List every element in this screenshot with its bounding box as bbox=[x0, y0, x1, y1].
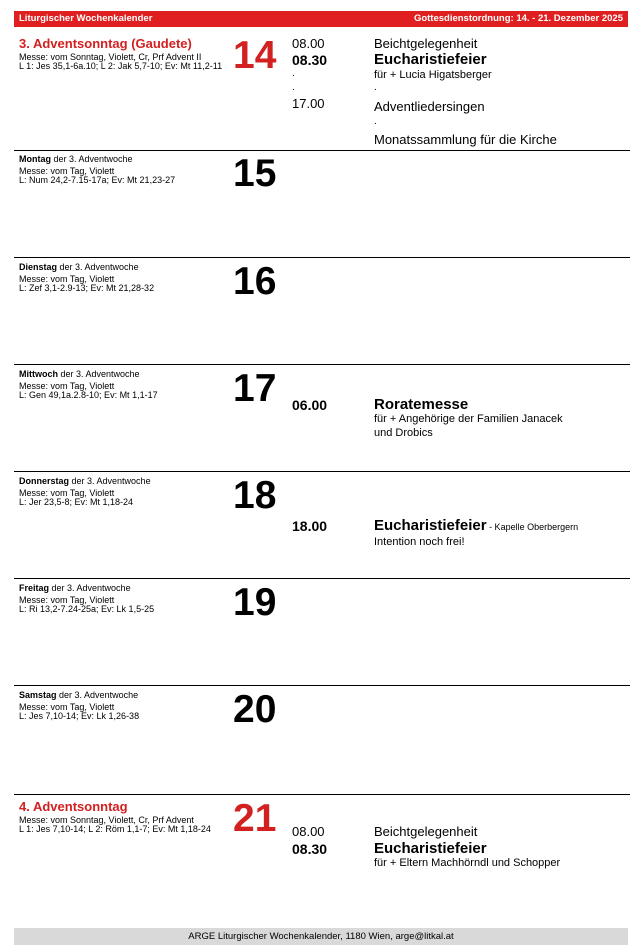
readings: L: Jer 23,5-8; Ev: Mt 1,18-24 bbox=[19, 497, 134, 507]
service-title: Monatssammlung für die Kirche bbox=[374, 132, 557, 147]
day-number: 16 bbox=[233, 260, 277, 303]
mass-info: Messe: vom Tag, Violett bbox=[19, 274, 115, 284]
day-title: 3. Adventsonntag (Gaudete) bbox=[19, 36, 192, 51]
service-location: - Kapelle Oberbergern bbox=[486, 522, 579, 532]
week-label: der 3. Adventwoche bbox=[49, 583, 131, 593]
service-title: Eucharistiefeier bbox=[374, 51, 487, 68]
day-number: 18 bbox=[233, 474, 277, 517]
readings: L: Num 24,2-7.15-17a; Ev: Mt 21,23-27 bbox=[19, 175, 176, 185]
day-14-block bbox=[14, 36, 630, 151]
readings: L 1: Jes 7,10-14; L 2: Röm 1,1-7; Ev: Mt 1,18-24 bbox=[19, 824, 211, 834]
weekday: Samstag bbox=[19, 690, 57, 700]
day-17-block bbox=[14, 369, 630, 472]
weekday: Dienstag bbox=[19, 262, 58, 272]
weekday: Freitag bbox=[19, 583, 50, 593]
service-time: 06.00 bbox=[292, 397, 328, 413]
service-title: Eucharistiefeier bbox=[374, 840, 487, 857]
week-label: der 3. Adventwoche bbox=[56, 690, 139, 700]
readings: L: Jes 7,10-14; Ev: Lk 1,26-38 bbox=[19, 711, 140, 721]
mass-info: Messe: vom Tag, Violett bbox=[19, 166, 115, 176]
readings: L 1: Jes 35,1-6a.10; L 2: Jak 5,7-10; Ev: Mt 11,2-11 bbox=[19, 61, 223, 71]
mass-info: Messe: vom Tag, Violett bbox=[19, 702, 115, 712]
day-16-block bbox=[14, 262, 630, 365]
day-title bbox=[19, 369, 140, 379]
service-title: Roratemesse bbox=[374, 396, 469, 413]
service-title: Adventliedersingen bbox=[374, 99, 485, 114]
header-bar bbox=[14, 11, 628, 27]
day-title bbox=[19, 690, 138, 700]
mass-info: Messe: vom Tag, Violett bbox=[19, 595, 115, 605]
weekday: Donnerstag bbox=[19, 476, 70, 486]
service-intention: für + Lucia Higatsberger bbox=[374, 69, 492, 81]
dot: . bbox=[374, 116, 377, 127]
header-range: Gottesdienstordnung: 14. - 21. Dezember 2025 bbox=[413, 13, 623, 24]
day-21-block bbox=[14, 799, 630, 919]
day-title bbox=[19, 476, 151, 486]
day-18-block bbox=[14, 476, 630, 579]
footer-bar: ARGE Liturgischer Wochenkalender, 1180 Wien, arge@litkal.at bbox=[14, 928, 628, 945]
day-title bbox=[19, 583, 131, 593]
day-19-block bbox=[14, 583, 630, 686]
service-time: 18.00 bbox=[292, 518, 328, 534]
day-number: 20 bbox=[233, 688, 277, 731]
mass-info: Messe: vom Tag, Violett bbox=[19, 488, 115, 498]
day-title bbox=[19, 154, 133, 164]
service-intention: für + Angehörige der Familien Janacek bbox=[374, 413, 563, 425]
weekday: Mittwoch bbox=[19, 369, 58, 379]
service-time: 08.30 bbox=[292, 52, 328, 68]
weekday: Montag bbox=[19, 154, 51, 164]
readings: L: Zef 3,1-2.9-13; Ev: Mt 21,28-32 bbox=[19, 283, 155, 293]
day-number: 19 bbox=[233, 581, 277, 624]
service-title: Beichtgelegenheit bbox=[374, 36, 478, 51]
dot: . bbox=[292, 68, 295, 79]
day-20-block bbox=[14, 690, 630, 795]
day-number: 15 bbox=[233, 152, 277, 195]
service-intention: Intention noch frei! bbox=[374, 536, 465, 548]
mass-info: Messe: vom Sonntag, Violett, Cr, Prf Advent bbox=[19, 815, 194, 825]
readings: L: Gen 49,1a.2.8-10; Ev: Mt 1,1-17 bbox=[19, 390, 158, 400]
day-number: 21 bbox=[233, 797, 277, 840]
service-intention: für + Eltern Machhörndl und Schopper bbox=[374, 857, 561, 869]
mass-info: Messe: vom Tag, Violett bbox=[19, 381, 115, 391]
dot: . bbox=[292, 82, 295, 93]
service-title bbox=[374, 517, 578, 534]
service-intention: und Drobics bbox=[374, 427, 433, 439]
service-time: 17.00 bbox=[292, 96, 325, 111]
day-15-block bbox=[14, 154, 630, 258]
day-title: 4. Adventsonntag bbox=[19, 799, 128, 814]
header-title: Liturgischer Wochenkalender bbox=[19, 13, 153, 24]
readings: L: Ri 13,2-7.24-25a; Ev: Lk 1,5-25 bbox=[19, 604, 155, 614]
day-title bbox=[19, 262, 139, 272]
service-time: 08.00 bbox=[292, 36, 325, 51]
week-label: der 3. Adventwoche bbox=[69, 476, 151, 486]
week-label: der 3. Adventwoche bbox=[51, 154, 133, 164]
service-time: 08.00 bbox=[292, 824, 325, 839]
service-name: Eucharistiefeier bbox=[374, 517, 487, 534]
dot: . bbox=[374, 82, 377, 93]
week-label: der 3. Adventwoche bbox=[58, 369, 140, 379]
day-number: 14 bbox=[233, 34, 277, 77]
week-label: der 3. Adventwoche bbox=[57, 262, 139, 272]
mass-info: Messe: vom Sonntag, Violett, Cr, Prf Advent II bbox=[19, 52, 202, 62]
service-time: 08.30 bbox=[292, 841, 328, 857]
day-number: 17 bbox=[233, 367, 277, 410]
service-title: Beichtgelegenheit bbox=[374, 824, 478, 839]
